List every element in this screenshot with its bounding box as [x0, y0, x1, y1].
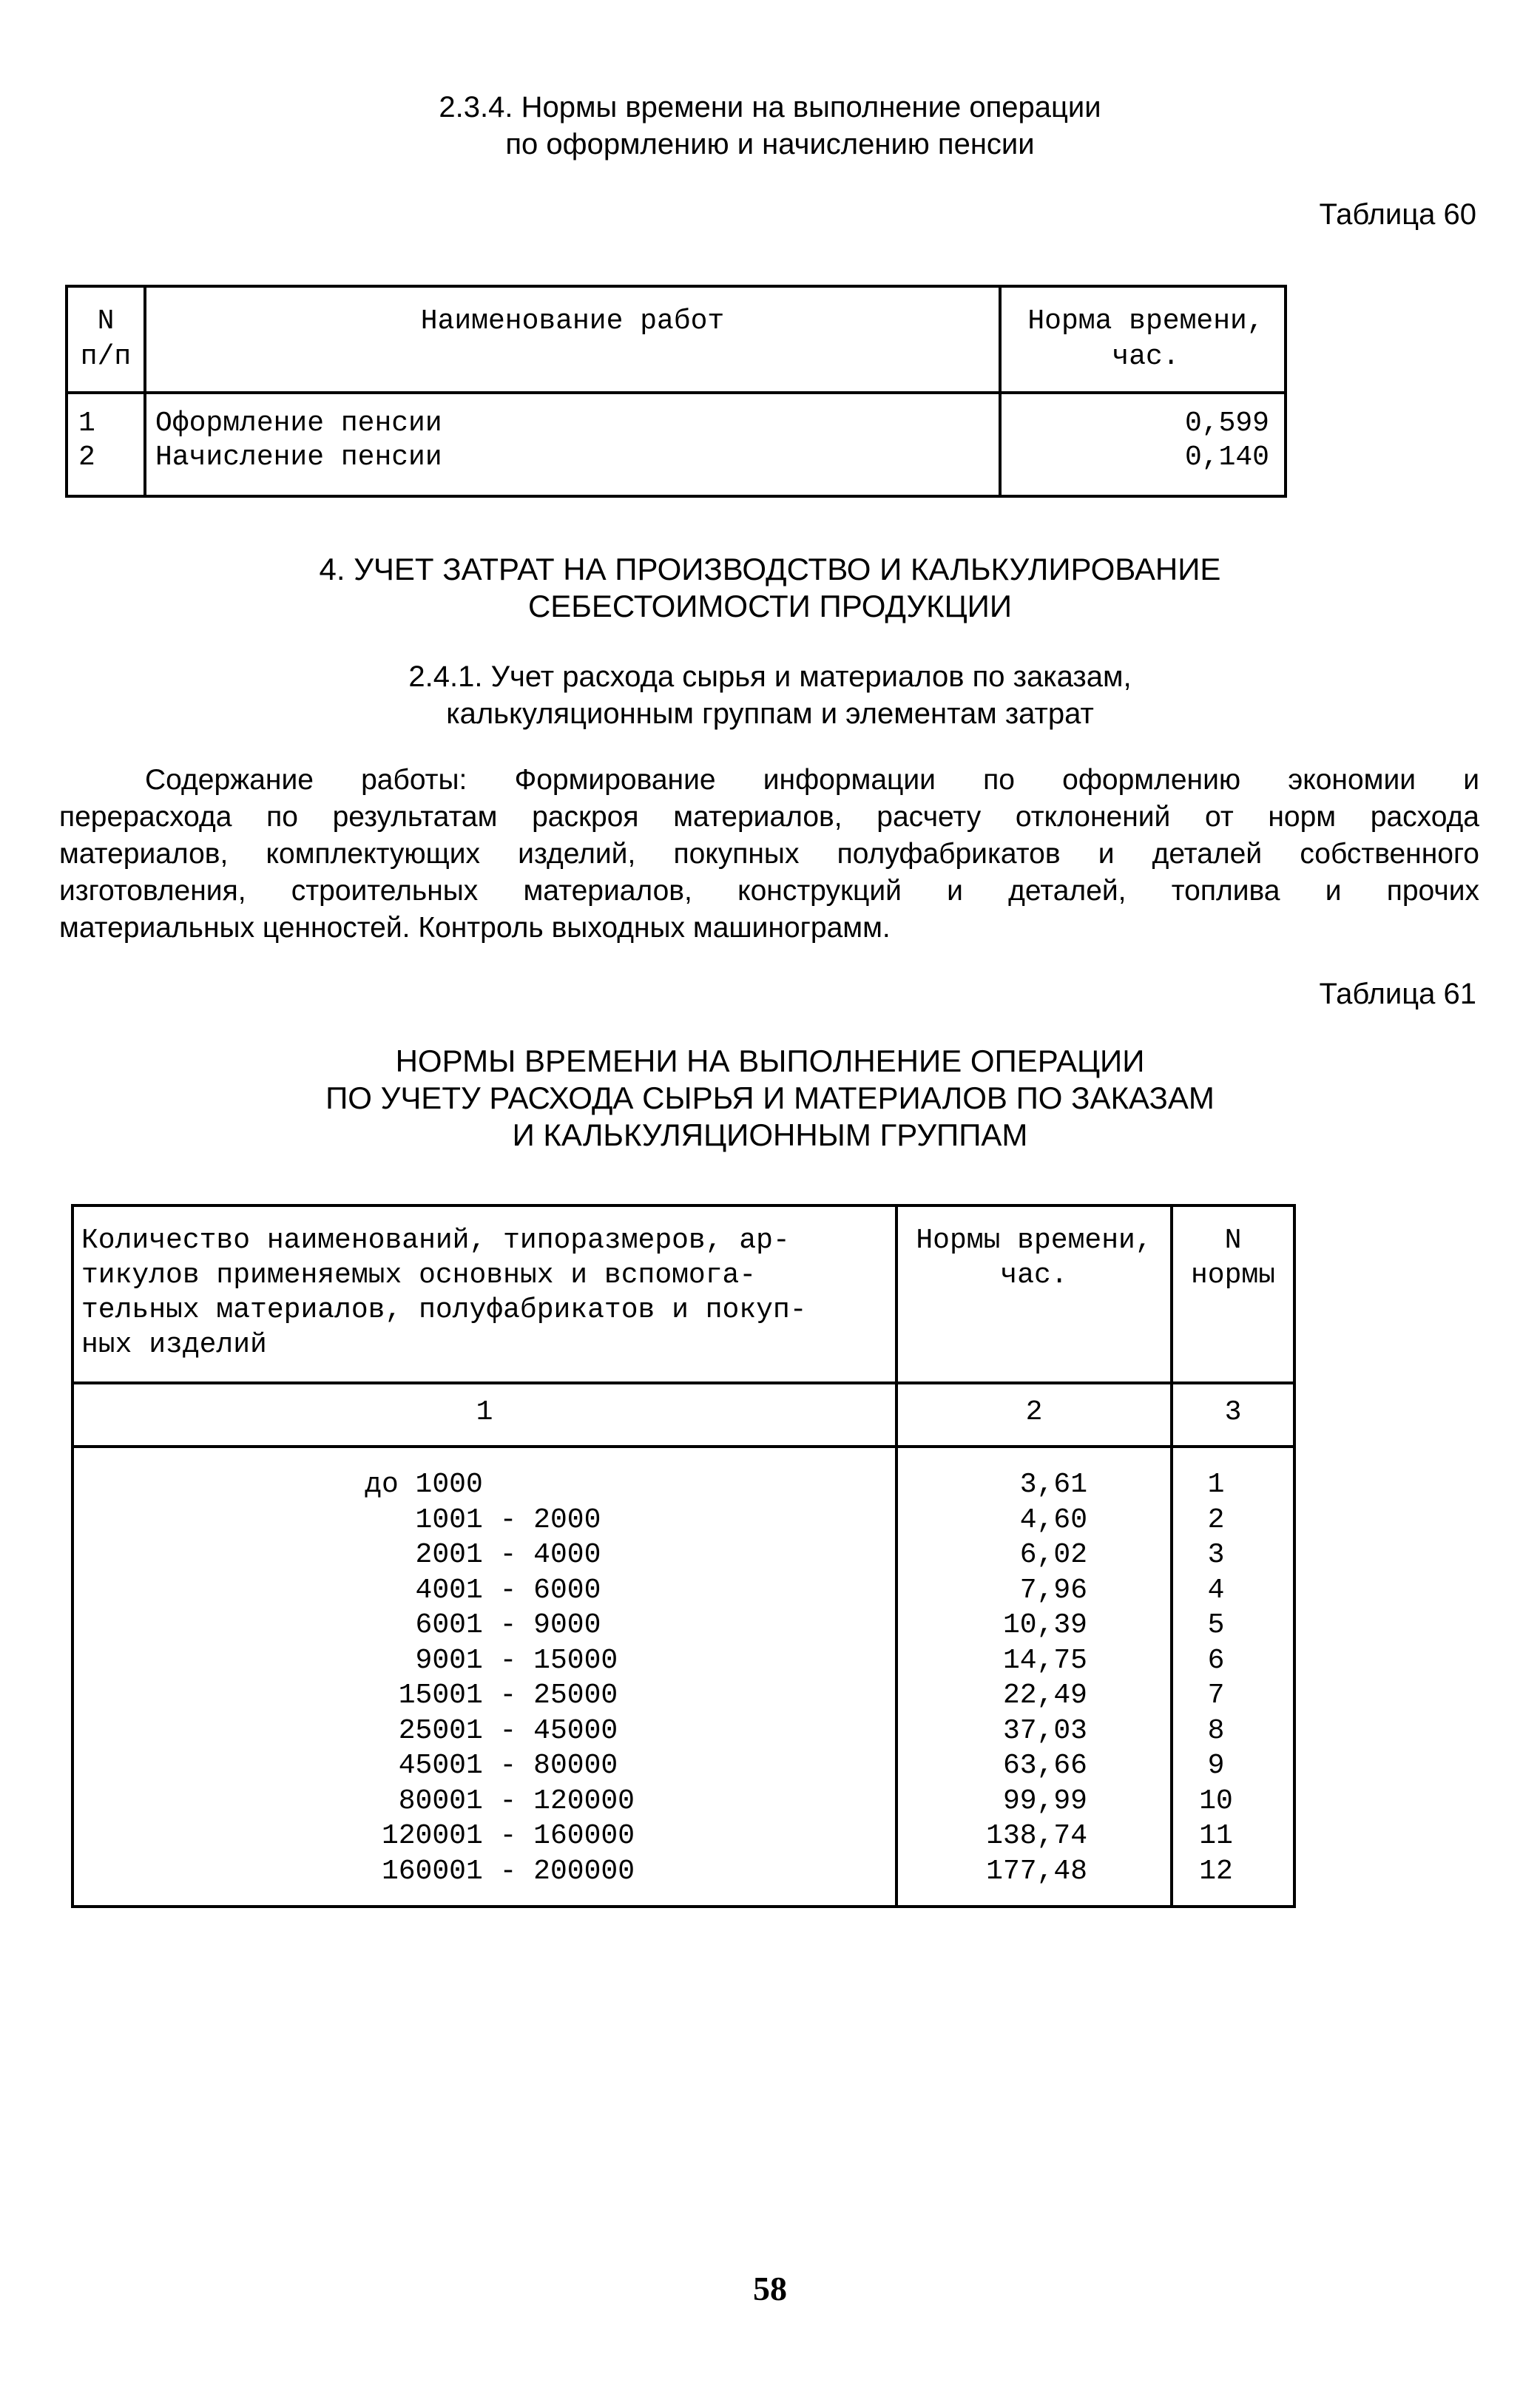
table-61-label: Таблица 61 [1319, 978, 1476, 1010]
col-number-2: 2 [1025, 1396, 1043, 1428]
row-range: 2001 - 4000 [415, 1539, 635, 1571]
header-col1-line: тикулов применяемых основных и вспомога- [81, 1259, 757, 1291]
col-number-1: 1 [476, 1396, 493, 1428]
row-range: 9001 - 15000 [415, 1644, 635, 1677]
row-norm: 22,49 [1002, 1680, 1087, 1711]
row-1-name: Оформление пенсии [155, 407, 442, 439]
row-1-norm: 0,599 [1184, 407, 1269, 439]
header-col1 [81, 1223, 807, 1362]
page-number: 58 [753, 2270, 787, 2307]
table-row [74, 1573, 1293, 1609]
header-col1-line: ных изделий [81, 1329, 267, 1361]
header-col3-line: нормы [1190, 1259, 1276, 1291]
table-divider [74, 1381, 1293, 1384]
row-range: 120001 - 160000 [381, 1820, 635, 1852]
row-norm: 6,02 [1019, 1539, 1087, 1571]
heading-line: 2.4.1. Учет расхода сырья и материалов по заказам, [408, 660, 1132, 693]
row-norm: 99,99 [1002, 1785, 1087, 1817]
row-number: 4 [1207, 1574, 1225, 1606]
table-61-body [74, 1467, 1293, 1889]
table-row [74, 1503, 1293, 1538]
heading-line: НОРМЫ ВРЕМЕНИ НА ВЫПОЛНЕНИЕ ОПЕРАЦИИ [395, 1044, 1145, 1078]
header-col3-line: N [1224, 1225, 1242, 1257]
header-col2 [898, 1223, 1170, 1293]
table-row [74, 1748, 1293, 1784]
row-number: 12 [1199, 1855, 1233, 1887]
table-60-label: Таблица 60 [1319, 198, 1476, 231]
section-4-heading [0, 551, 1540, 625]
row-range: 45001 - 80000 [398, 1750, 635, 1782]
heading-line: калькуляционным группам и элементам затрат [446, 697, 1094, 730]
col-number-3: 3 [1224, 1396, 1242, 1428]
row-norm: 37,03 [1002, 1714, 1087, 1747]
header-col1-line: тельных материалов, полуфабрикатов и покуп- [81, 1294, 807, 1326]
paragraph-line: Содержание работы: Формирование информации по оформлению экономии и [145, 764, 1479, 796]
table-row [74, 1643, 1293, 1679]
row-number: 10 [1199, 1785, 1233, 1817]
row-range: 160001 - 200000 [381, 1855, 635, 1887]
row-range: 6001 - 9000 [415, 1609, 635, 1641]
row-range: 1001 - 2000 [415, 1504, 635, 1536]
heading-line: ПО УЧЕТУ РАСХОДА СЫРЬЯ И МАТЕРИАЛОВ ПО ЗАКАЗАМ [325, 1080, 1215, 1115]
row-2-norm: 0,140 [1184, 442, 1269, 473]
table-row [74, 1854, 1293, 1890]
row-number: 1 [1207, 1469, 1225, 1501]
table-row [74, 1467, 1293, 1503]
table-row [74, 1678, 1293, 1714]
header-num [68, 304, 143, 375]
row-norm: 63,66 [1002, 1750, 1087, 1782]
row-number: 2 [1207, 1504, 1225, 1536]
row-norm: 3,61 [1019, 1469, 1087, 1501]
header-name: Наименование работ [420, 305, 725, 337]
row-number: 3 [1207, 1539, 1225, 1571]
paragraph-line: перерасхода по результатам раскроя материалов, расчету отклонений от норм расхода [59, 801, 1479, 833]
heading-line: 2.3.4. Нормы времени на выполнение операции [439, 91, 1101, 124]
header-col3 [1173, 1223, 1293, 1293]
header-norm [1002, 304, 1290, 375]
table-60 [65, 285, 1287, 498]
row-range: 15001 - 25000 [398, 1680, 635, 1711]
table-divider [74, 1445, 1293, 1448]
paragraph-line: материалов, комплектующих изделий, покупных полуфабрикатов и деталей собственного [59, 838, 1479, 870]
row-range: 4001 - 6000 [415, 1574, 635, 1606]
row-number: 9 [1207, 1750, 1225, 1782]
row-norm: 177,48 [986, 1855, 1087, 1887]
table-61-title [0, 1043, 1540, 1154]
row-2-name: Начисление пенсии [155, 442, 442, 473]
heading-line: по оформлению и начислению пенсии [505, 128, 1035, 160]
row-norm: 14,75 [1002, 1644, 1087, 1677]
row-number: 7 [1207, 1680, 1225, 1711]
table-divider [68, 391, 1284, 394]
table-row [74, 1538, 1293, 1573]
row-1-num: 1 [78, 407, 95, 439]
row-number: 8 [1207, 1714, 1225, 1747]
header-num-line2: п/п [80, 341, 132, 373]
row-range: 80001 - 120000 [398, 1785, 635, 1817]
table-row [74, 1784, 1293, 1819]
row-range: 25001 - 45000 [398, 1714, 635, 1747]
row-number: 5 [1207, 1609, 1225, 1641]
row-number: 6 [1207, 1644, 1225, 1677]
row-norm: 7,96 [1019, 1574, 1087, 1606]
row-range: до 1000 [365, 1469, 635, 1501]
work-content-paragraph [59, 762, 1479, 947]
row-2-num: 2 [78, 442, 95, 473]
table-row [74, 1714, 1293, 1749]
header-col2-line: Нормы времени, [916, 1225, 1152, 1257]
row-number: 11 [1199, 1820, 1233, 1852]
paragraph-line: изготовления, строительных материалов, конструкций и деталей, топлива и прочих [59, 875, 1479, 907]
table-61 [71, 1204, 1296, 1908]
row-norm: 4,60 [1019, 1504, 1087, 1536]
heading-line: СЕБЕСТОИМОСТИ ПРОДУКЦИИ [527, 589, 1013, 623]
heading-line: И КАЛЬКУЛЯЦИОННЫМ ГРУППАМ [512, 1117, 1028, 1152]
header-col2-line: час. [1000, 1259, 1068, 1291]
header-col1-line: Количество наименований, типоразмеров, ар- [81, 1225, 790, 1257]
row-norm: 138,74 [986, 1820, 1087, 1852]
section-2-4-1-heading [0, 658, 1540, 732]
row-norm: 10,39 [1002, 1609, 1087, 1641]
heading-line: 4. УЧЕТ ЗАТРАТ НА ПРОИЗВОДСТВО И КАЛЬКУЛИРОВАНИЕ [319, 552, 1221, 586]
header-norm-line1: Норма времени, [1027, 305, 1264, 337]
section-2-3-4-heading [0, 89, 1540, 163]
header-num-line1: N [97, 305, 115, 337]
table-row [74, 1608, 1293, 1643]
paragraph-line: материальных ценностей. Контроль выходных машинограмм. [59, 912, 891, 944]
table-row [74, 1819, 1293, 1854]
header-norm-line2: час. [1112, 341, 1180, 373]
